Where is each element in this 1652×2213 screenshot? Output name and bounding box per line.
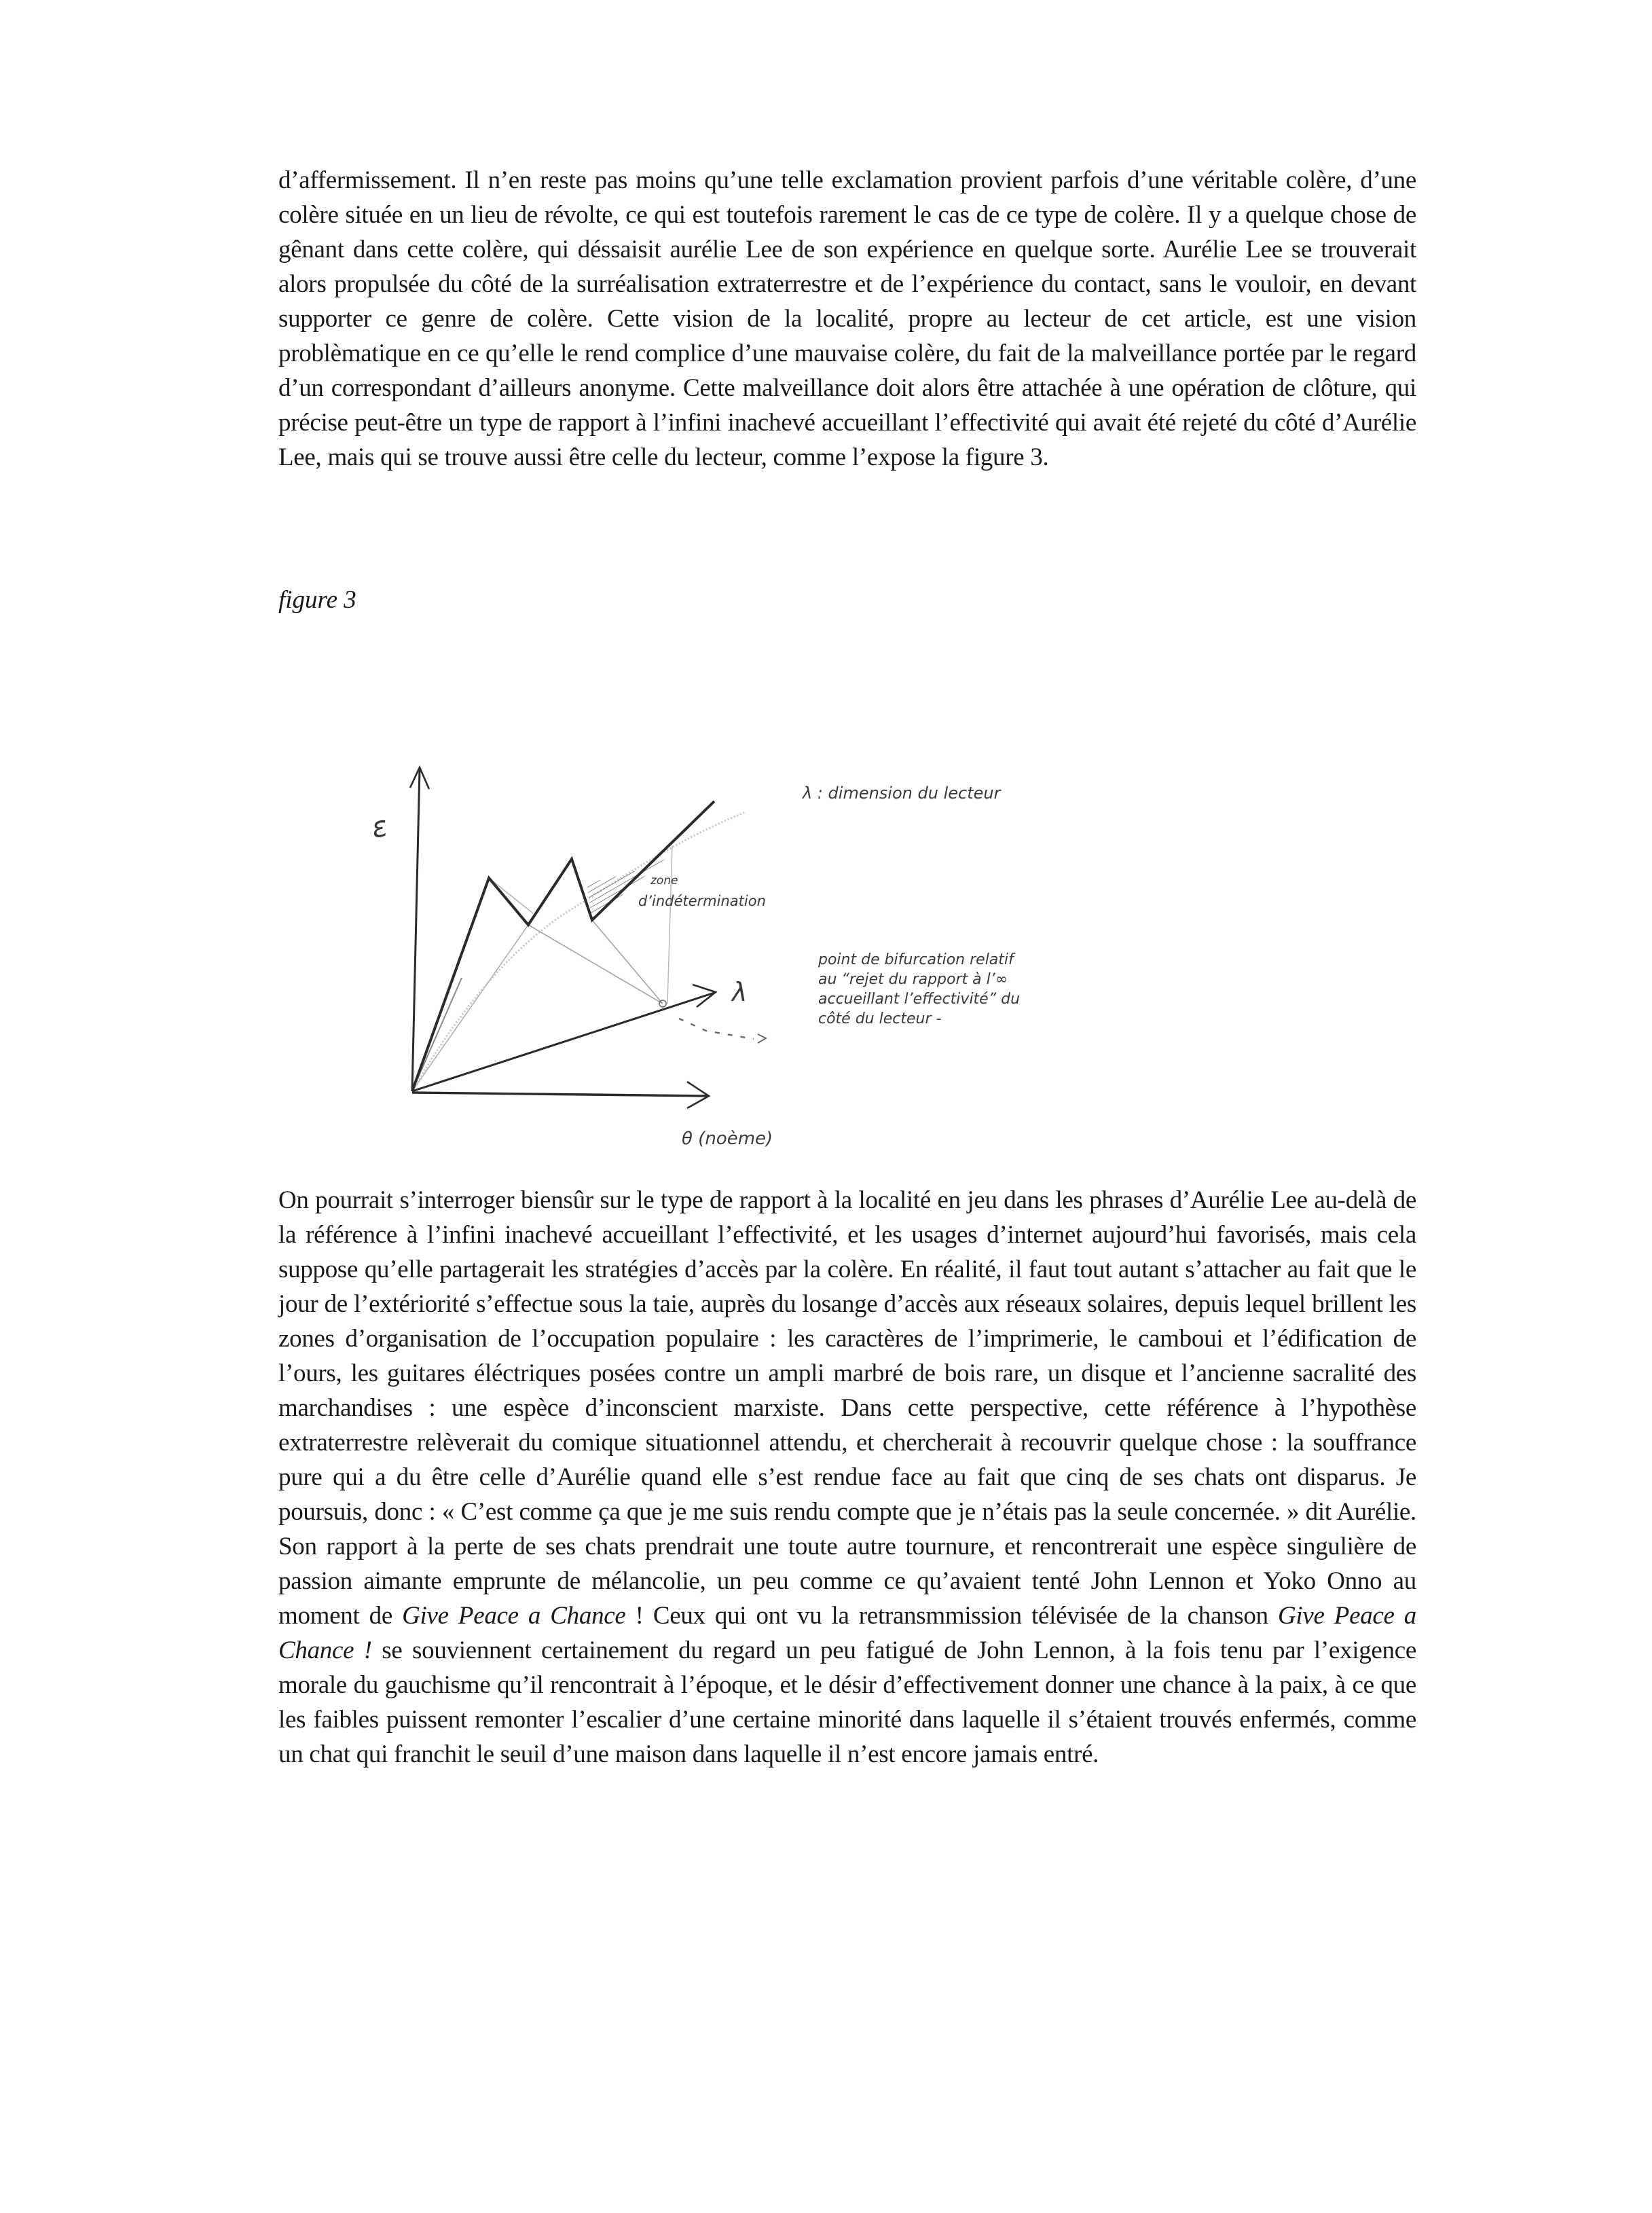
guide-line-trough2-to-bifurcation bbox=[592, 920, 663, 1004]
dashed-arrow bbox=[679, 1019, 754, 1039]
paragraph-2-part-1: On pourrait s’interroger biensûr sur le type de rapport à la localité en jeu dans les phrases d’Aurélie Lee au-delà de la référence à l’infini inachevé accueillant l’effectivité, et les usages d’internet aujourd’hui favorisés, mais cela suppose qu’elle partagerait les stratégies d’accès par la colère. En réalité, il faut tout autant s’attacher au fait que le jour de l’extériorité s’effectue sous la taie, auprès du losange d’accès aux réseaux solaires, depuis lequel brillent les zones d’organisation de l’occupation populaire : les caractères de l’imprimerie, le camboui et l’édification de l’ours, les guitares éléctriques posées contre un ampli marbré de bois rare, un disque et l’ancienne sacralité des marchandises : une espèce d’inconscient marxiste. Dans cette perspective, cette référence à l’hypothèse extraterrestre relèverait du comique situationnel attendu, et chercherait à recouvrir quelque chose : la souffrance pure qui a du être celle d’Aurélie quand elle s’est rendue face au fait que cinq de ses chats ont disparus. Je poursuis, donc : « C’est comme ça que je me suis rendu compte que je n’étais pas la seule concernée. » dit Aurélie. Son rapport à la perte de ses chats prendrait une toute autre tournure, et rencontrerait une espèce singulière de passion aimante emprunte de mélancolie, un peu comme ce qu’avaient tenté John Lennon et Yoko Onno au moment de bbox=[278, 1186, 1416, 1630]
lambda-annotation: λ : dimension du lecteur bbox=[803, 784, 1001, 803]
zone-label-line-1: zone bbox=[650, 874, 678, 888]
figure-caption: figure 3 bbox=[278, 586, 356, 614]
guide-vertical-line bbox=[667, 845, 672, 1004]
horizontal-axis-label: θ (noème) bbox=[682, 1129, 773, 1149]
paragraph-2-text bbox=[278, 1183, 1416, 1772]
paragraph-1 bbox=[278, 163, 1416, 475]
paragraph-1-text: d’affermissement. Il n’en reste pas moins qu’une telle exclamation provient parfois d’une véritable colère, d’une colère située en un lieu de révolte, ce qui est toutefois rarement le cas de ce type de colère. Il y a quelque chose de gênant dans cette colère, qui déssaisit aurélie Lee de son expérience en quelque sorte. Aurélie Lee se trouverait alors propulsée du côté de la surréalisation extraterrestre et de l’expérience du contact, sans le vouloir, en devant supporter ce genre de colère. Cette vision de la localité, propre au lecteur de cet article, est une vision problèmatique en ce qu’elle le rend complice d’une mauvaise colère, du fait de la malveillance portée par le regard d’un correspondant d’ailleurs anonyme. Cette malveillance doit alors être attachée à une opération de clôture, qui précise peut-être un type de rapport à l’infini inachevé accueillant l’effectivité qui avait été rejeté du côté d’Aurélie Lee, mais qui se trouve aussi être celle du lecteur, comme l’expose la figure 3. bbox=[278, 166, 1416, 471]
bifurcation-note-line-3: accueillant l’effectivité” du bbox=[818, 991, 1021, 1008]
bifurcation-note-line-1: point de bifurcation relatif bbox=[818, 951, 1014, 968]
zone-label-line-2: d’indétermination bbox=[638, 893, 766, 909]
bifurcation-note-line-2: au “rejet du rapport à l’∞ bbox=[818, 971, 1008, 988]
dashed-arrow-head bbox=[758, 1034, 766, 1043]
guide-line-origin-to-trough1 bbox=[412, 925, 528, 1091]
horizontal-axis bbox=[412, 1093, 708, 1096]
paragraph-2 bbox=[278, 1183, 1416, 1772]
paragraph-2-part-2: ! Ceux qui ont vu la retransmmission télévisée de la chanson bbox=[625, 1602, 1278, 1630]
figure-3-diagram bbox=[326, 720, 1141, 1149]
song-title-1: Give Peace a Chance bbox=[402, 1602, 626, 1630]
guide-line-peak1-to-trough1-light bbox=[489, 878, 533, 913]
song-title-2: Give Peace a Chance ! bbox=[278, 1602, 1416, 1664]
lambda-axis-label: λ bbox=[732, 977, 748, 1007]
vertical-axis-label: ε bbox=[369, 809, 390, 845]
paragraph-2-part-3: se souviennent certainement du regard un peu fatigué de John Lennon, à la fois tenu par l’exigence morale du gauchisme qu’il rencontrait à l’époque, et le désir d’effectivement donner une chance à la paix, à ce que les faibles puissent remonter l’escalier d’une certaine minorité dans laquelle il s’étaient trouvés enfermés, comme un chat qui franchit le seuil d’une maison dans laquelle il n’est encore jamais entré. bbox=[278, 1636, 1416, 1768]
guide-line-trough1-to-bifurcation bbox=[528, 925, 663, 1004]
vertical-axis bbox=[412, 769, 420, 1091]
bifurcation-note-line-4: côté du lecteur - bbox=[818, 1010, 942, 1027]
figure-3-svg bbox=[326, 720, 1141, 1168]
indetermination-zone-hatch bbox=[587, 859, 665, 920]
lambda-axis bbox=[412, 993, 714, 1091]
